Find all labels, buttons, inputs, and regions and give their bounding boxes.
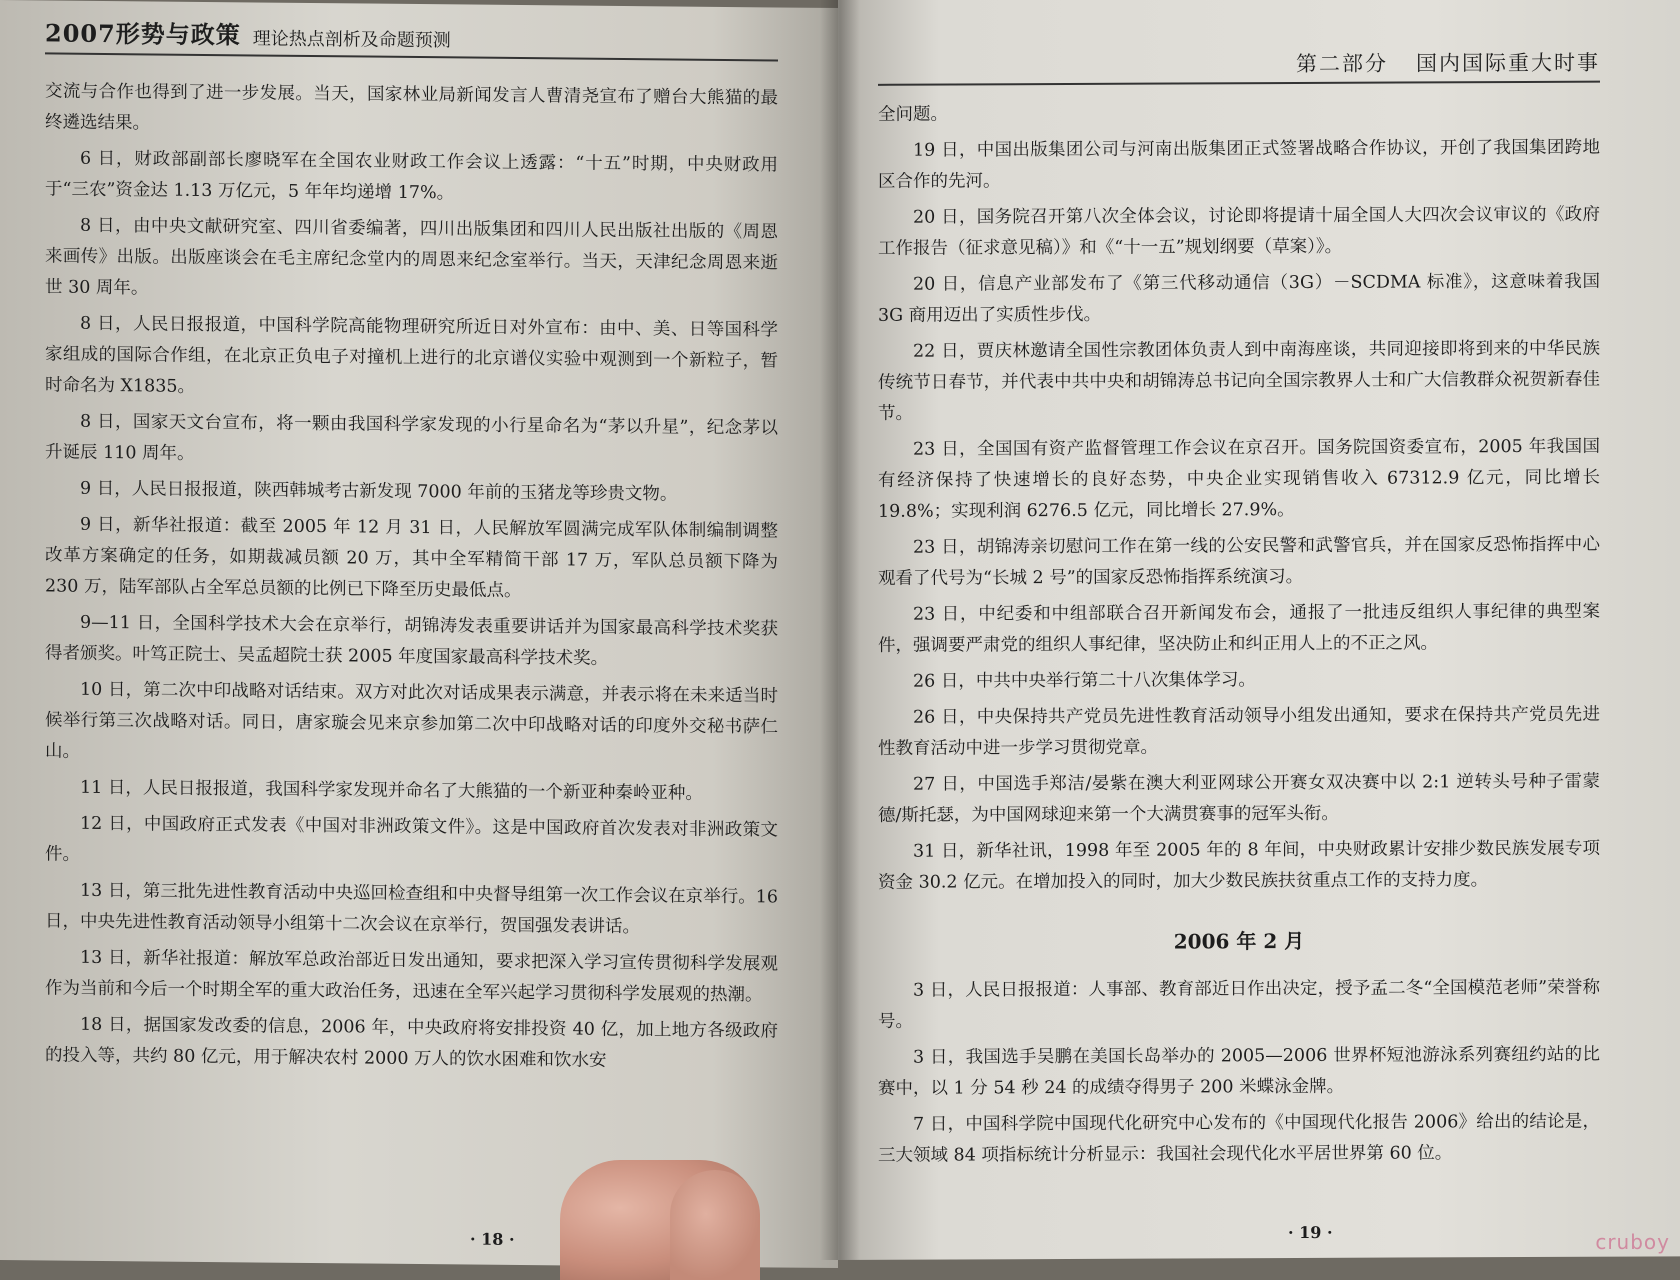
- part-label: 第二部分: [1296, 51, 1388, 77]
- paragraph: 13 日，新华社报道：解放军总政治部近日发出通知，要求把深入学习宣传贯彻科学发展观作为当前和今后一个时期全军的重大政治任务，迅速在全军兴起学习贯彻科学发展观的热潮。: [45, 947, 778, 1006]
- watermark: cruboy: [1595, 1230, 1670, 1254]
- book-gutter-shadow: [820, 0, 860, 1260]
- right-page: [838, 0, 1680, 1260]
- paragraph: 9—11 日，全国科学技术大会在京举行，胡锦涛发表重要讲话并为国家最高科学技术奖获得者颁奖。叶笃正院士、吴孟超院士获 2005 年度国家最高科学技术奖。: [45, 612, 778, 669]
- paragraph: 3 日，我国选手吴鹏在美国长岛举办的 2005—2006 世界杯短池游泳系列赛纽约站的比赛中，以 1 分 54 秒 24 的成绩夺得男子 200 米蝶泳金牌。: [878, 1044, 1600, 1099]
- paragraph: 8 日，由中央文献研究室、四川省委编著，四川出版集团和四川人民出版社出版的《周恩来画传》出版。出版座谈会在毛主席纪念堂内的周恩来纪念室举行。当天，天津纪念周恩来逝世 30 周年。: [45, 215, 778, 299]
- paragraph: 26 日，中央保持共产党员先进性教育活动领导小组发出通知，要求在保持共产党员先进性教育活动中进一步学习贯彻党章。: [878, 704, 1600, 759]
- paragraph: 交流与合作也得到了进一步发展。当天，国家林业局新闻发言人曹清尧宣布了赠台大熊猫的最终遴选结果。: [45, 81, 778, 134]
- paragraph: 13 日，第三批先进性教育活动中央巡回检查组和中央督导组第一次工作会议在京举行。16 日，中央先进性教育活动领导小组第十二次会议在京举行，贺国强发表讲话。: [45, 880, 778, 938]
- paragraph: 3 日，人民日报报道：人事部、教育部近日作出决定，授予孟二冬“全国模范老师”荣誉称号。: [878, 977, 1600, 1032]
- paragraph: 12 日，中国政府正式发表《中国对非洲政策文件》。这是中国政府首次发表对非洲政策文件。: [45, 813, 778, 865]
- paragraph: 27 日，中国选手郑洁/晏紫在澳大利亚网球公开赛女双决赛中以 2:1 逆转头号种子雷蒙德/斯托瑟，为中国网球迎来第一个大满贯赛事的冠军头衔。: [878, 771, 1600, 826]
- paragraph: 8 日，人民日报报道，中国科学院高能物理研究所近日对外宣布：由中、美、日等国科学家组成的国际合作组，在北京正负电子对撞机上进行的北京谱仪实验中观测到一个新粒子，暂时命名为 X1835。: [45, 313, 778, 397]
- paragraph: 9 日，人民日报报道，陕西韩城考古新发现 7000 年前的玉猪龙等珍贵文物。: [80, 478, 678, 505]
- paragraph: 8 日，国家天文台宣布，将一颗由我国科学家发现的小行星命名为“茅以升星”，纪念茅以升诞辰 110 周年。: [45, 411, 778, 464]
- paragraph: 20 日，国务院召开第八次全体会议，讨论即将提请十届全国人大四次会议审议的《政府工作报告（征求意见稿）》和《“十一五”规划纲要（草案）》。: [878, 204, 1600, 259]
- finger-index: [670, 1170, 760, 1280]
- month-heading: 2006 年 2 月: [1173, 928, 1305, 954]
- paragraph: 22 日，贾庆林邀请全国性宗教团体负责人到中南海座谈，共同迎接即将到来的中华民族传统节日春节，并代表中共中央和胡锦涛总书记向全国宗教界人士和广大信教群众祝贺新春佳节。: [878, 338, 1600, 424]
- section-title: 国内国际重大时事: [1416, 50, 1600, 76]
- paragraph: 18 日，据国家发改委的信息，2006 年，中央政府将安排投资 40 亿，加上地方各级政府的投入等，共约 80 亿元，用于解决农村 2000 万人的饮水困难和饮水安: [45, 1014, 778, 1071]
- paragraph: 7 日，中国科学院中国现代化研究中心发布的《中国现代化报告 2006》给出的结论是，三大领域 84 项指标统计分析显示：我国社会现代化水平居世界第 60 位。: [878, 1111, 1600, 1166]
- paragraph: 23 日，全国国有资产监督管理工作会议在京召开。国务院国资委宣布，2005 年我国国有经济保持了快速增长的良好态势，中央企业实现销售收入 67312.9 亿元，同比增长 19.8%；实现利润 6276.5 亿元，同比增长 27.9%。: [878, 436, 1600, 522]
- book-series-title: 2007形势与政策: [45, 18, 241, 50]
- right-running-header: [878, 0, 1600, 86]
- paragraph: 9 日，新华社报道：截至 2005 年 12 月 31 日，人民解放军圆满完成军队体制编制调整改革方案确定的任务，如期裁减员额 20 万，其中全军精简干部 17 万，军队总员额下降为 230 万，陆军部队占全军总员额的比例已下降至历史最低点。: [45, 514, 778, 602]
- paragraph: 全问题。: [878, 104, 948, 125]
- paragraph: 23 日，中纪委和中组部联合召开新闻发布会，通报了一批违反组织人事纪律的典型案件，强调要严肃党的组织人事纪律，坚决防止和纠正用人上的不正之风。: [878, 601, 1600, 656]
- paragraph: 31 日，新华社讯，1998 年至 2005 年的 8 年间，中央财政累计安排少数民族发展专项资金 30.2 亿元。在增加投入的同时，加大少数民族扶贫重点工作的支持力度。: [878, 838, 1600, 893]
- paragraph: 23 日，胡锦涛亲切慰问工作在第一线的公安民警和武警官兵，并在国家反恐怖指挥中心观看了代号为“长城 2 号”的国家反恐怖指挥系统演习。: [878, 534, 1600, 589]
- page-number-left: · 18 ·: [470, 1229, 515, 1249]
- paragraph: 10 日，第二次中印战略对话结束。双方对此次对话成果表示满意，并表示将在未来适当时候举行第三次战略对话。同日，唐家璇会见来京参加第二次中印战略对话的印度外交秘书萨仁山。: [45, 679, 778, 762]
- paragraph: 6 日，财政部副部长廖晓军在全国农业财政工作会议上透露：“十五”时期，中央财政用于“三农”资金达 1.13 万亿元，5 年年均递增 17%。: [45, 148, 778, 204]
- page-number-right: · 19 ·: [1288, 1222, 1333, 1243]
- left-body: [45, 76, 778, 1078]
- left-running-header: [45, 0, 778, 61]
- paragraph: 20 日，信息产业部发布了《第三代移动通信（3G）－SCDMA 标准》，这意味着我国 3G 商用迈出了实质性步伐。: [878, 271, 1600, 326]
- paragraph: 11 日，人民日报报道，我国科学家发现并命名了大熊猫的一个新亚种秦岭亚种。: [80, 777, 703, 804]
- paragraph: 19 日，中国出版集团公司与河南出版集团正式签署战略合作协议，开创了我国集团跨地区合作的先河。: [878, 137, 1600, 192]
- left-page: [0, 0, 838, 1268]
- right-body: [878, 97, 1600, 1172]
- paragraph: 26 日，中共中央举行第二十八次集体学习。: [913, 670, 1256, 692]
- book-subtitle: 理论热点剖析及命题预测: [252, 28, 451, 52]
